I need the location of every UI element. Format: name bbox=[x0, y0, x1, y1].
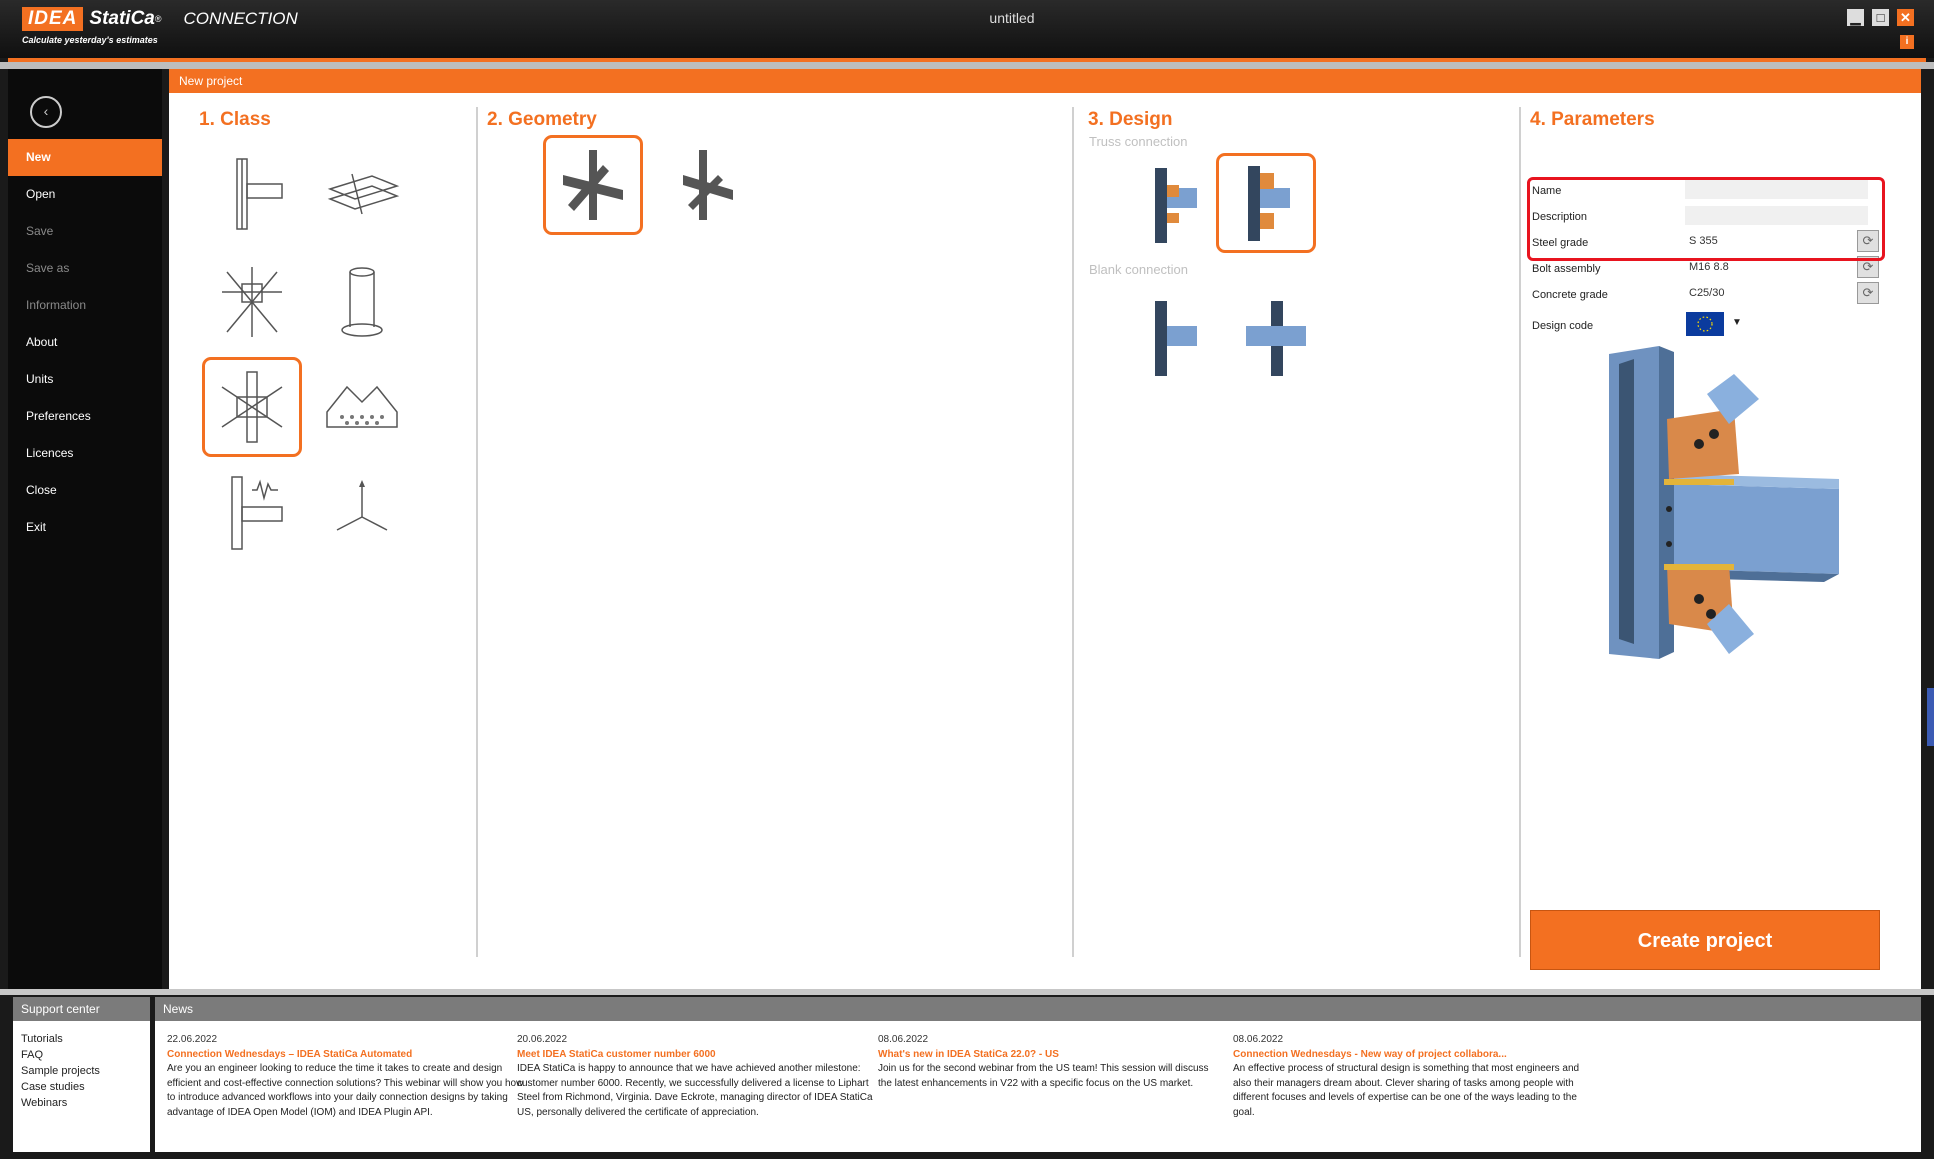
class-title: 1. Class bbox=[199, 109, 271, 130]
steel-grade-reload-icon[interactable]: ⟳ bbox=[1857, 230, 1879, 252]
column-base-icon bbox=[322, 262, 402, 342]
info-button[interactable]: i bbox=[1900, 35, 1914, 49]
class-option-empty[interactable] bbox=[312, 462, 412, 562]
eu-flag-icon[interactable] bbox=[1686, 312, 1724, 336]
column-divider bbox=[1072, 107, 1074, 957]
bolted-plate-icon bbox=[322, 367, 402, 447]
news-item bbox=[517, 1033, 877, 1120]
seismic-connection-icon bbox=[212, 472, 292, 552]
logo-idea: IDEA bbox=[22, 7, 83, 31]
geometry-title: 2. Geometry bbox=[487, 109, 597, 130]
product-name: CONNECTION bbox=[183, 9, 298, 28]
connection-preview bbox=[1589, 334, 1839, 674]
news-panel bbox=[155, 997, 1921, 1152]
column-divider bbox=[476, 107, 478, 957]
bottom-divider bbox=[0, 989, 1934, 995]
design-code-dropdown-icon[interactable]: ▼ bbox=[1732, 317, 1742, 328]
design-code-label: Design code bbox=[1532, 320, 1594, 332]
steel-grade-value[interactable]: S 355 bbox=[1689, 235, 1718, 247]
truss-node-icon bbox=[212, 262, 292, 342]
beam-splice-icon bbox=[322, 154, 402, 234]
support-link-faq[interactable]: FAQ bbox=[21, 1049, 44, 1061]
logo-statica: StatiCa bbox=[89, 8, 155, 29]
design-option-truss-2-selected[interactable] bbox=[1216, 153, 1316, 253]
close-window-button[interactable]: ✕ bbox=[1897, 9, 1914, 26]
news-date: 08.06.2022 bbox=[878, 1034, 929, 1045]
news-date: 08.06.2022 bbox=[1233, 1034, 1284, 1045]
sidebar-item-exit[interactable]: Exit bbox=[26, 520, 47, 534]
column-divider bbox=[1519, 107, 1521, 957]
design-title: 3. Design bbox=[1088, 109, 1173, 130]
class-option-general-selected[interactable] bbox=[202, 357, 302, 457]
sidebar-item-open[interactable]: Open bbox=[26, 187, 56, 201]
concrete-grade-value[interactable]: C25/30 bbox=[1689, 287, 1725, 299]
concrete-grade-row bbox=[1530, 284, 1880, 308]
support-link-sample-projects[interactable]: Sample projects bbox=[21, 1065, 100, 1077]
class-option-beam-column[interactable] bbox=[202, 144, 302, 244]
news-header: News bbox=[155, 997, 1921, 1021]
class-option-truss-node[interactable] bbox=[202, 252, 302, 352]
highlight-box bbox=[1527, 177, 1885, 261]
news-body: IDEA StatiCa is happy to announce that we have achieved another milestone: customer number 6000. Recently, we successfully delivered a license to Liphart Steel from Richmond, Virginia. Dave Eckrote, managing director of IDEA StatiCa US, personally delivered the certificate of appreciation. bbox=[517, 1063, 873, 1118]
design-option-blank-2[interactable] bbox=[1226, 286, 1326, 386]
sidebar-item-about[interactable]: About bbox=[26, 335, 58, 349]
panel-header: New project bbox=[169, 69, 1921, 93]
create-project-button[interactable]: Create project bbox=[1530, 910, 1880, 970]
truss-design-alt-icon bbox=[1226, 163, 1306, 243]
news-date: 22.06.2022 bbox=[167, 1034, 218, 1045]
back-button[interactable] bbox=[30, 96, 62, 128]
class-option-plate[interactable] bbox=[312, 357, 412, 457]
sidebar-item-close[interactable]: Close bbox=[26, 483, 57, 497]
general-connection-icon bbox=[212, 367, 292, 447]
column-beam-icon bbox=[212, 154, 292, 234]
connection-3d-icon bbox=[1589, 334, 1839, 674]
maximize-button[interactable]: □ bbox=[1872, 9, 1889, 26]
steel-grade-label: Steel grade bbox=[1532, 237, 1589, 249]
sidebar bbox=[8, 69, 162, 989]
geometry-node-alt-icon bbox=[663, 145, 743, 225]
sidebar-item-preferences[interactable]: Preferences bbox=[26, 409, 91, 423]
bolt-assembly-label: Bolt assembly bbox=[1532, 263, 1601, 275]
news-title-link[interactable]: Connection Wednesdays – IDEA StatiCa Automated bbox=[167, 1048, 413, 1060]
header-divider bbox=[0, 62, 1934, 69]
concrete-grade-label: Concrete grade bbox=[1532, 289, 1608, 301]
scrollbar-thumb[interactable] bbox=[1927, 688, 1934, 746]
support-link-tutorials[interactable]: Tutorials bbox=[21, 1033, 63, 1045]
sidebar-item-units[interactable]: Units bbox=[26, 372, 54, 386]
minimize-button[interactable]: ▁ bbox=[1847, 9, 1864, 26]
concrete-grade-reload-icon[interactable]: ⟳ bbox=[1857, 282, 1879, 304]
news-body: An effective process of structural design is something that most engineers and also their managers dream about. Clever sharing of tasks among people with different focuses and levels of expertise can be one of the ways leading to the goal. bbox=[1233, 1063, 1580, 1118]
support-link-case-studies[interactable]: Case studies bbox=[21, 1081, 85, 1093]
sidebar-item-licences[interactable]: Licences bbox=[26, 446, 74, 460]
news-title-link[interactable]: Meet IDEA StatiCa customer number 6000 bbox=[517, 1048, 716, 1060]
support-link-webinars[interactable]: Webinars bbox=[21, 1097, 68, 1109]
bolt-assembly-reload-icon[interactable]: ⟳ bbox=[1857, 256, 1879, 278]
blank-design-alt-icon bbox=[1236, 296, 1316, 376]
class-option-beam-beam[interactable] bbox=[312, 144, 412, 244]
description-label: Description bbox=[1532, 211, 1588, 223]
blank-connection-label: Blank connection bbox=[1089, 262, 1189, 277]
news-body: Are you an engineer looking to reduce the time it takes to create and design efficient and cost-effective connection solutions? This webinar will show you how to introduce advanced workflows into your daily connection designs by taking advantage of IDEA Open Model (IOM) and IDEA Plugin API. bbox=[167, 1063, 524, 1118]
title-bar bbox=[0, 0, 1934, 58]
document-title: untitled bbox=[989, 10, 1035, 26]
sidebar-item-save[interactable]: Save bbox=[26, 224, 54, 238]
name-label: Name bbox=[1532, 185, 1562, 197]
support-header: Support center bbox=[13, 997, 150, 1021]
news-item bbox=[167, 1033, 527, 1120]
truss-design-icon bbox=[1133, 163, 1213, 243]
truss-connection-label: Truss connection bbox=[1089, 134, 1188, 149]
blank-design-icon bbox=[1133, 296, 1213, 376]
sidebar-item-save-as[interactable]: Save as bbox=[26, 261, 70, 275]
axes-icon bbox=[322, 472, 402, 552]
news-item bbox=[878, 1033, 1223, 1091]
class-option-column-base[interactable] bbox=[312, 252, 412, 352]
geometry-option-1-selected[interactable] bbox=[543, 135, 643, 235]
sidebar-item-new[interactable]: New bbox=[8, 139, 162, 176]
design-option-truss-1[interactable] bbox=[1123, 153, 1223, 253]
new-project-panel bbox=[169, 69, 1921, 989]
bolt-assembly-row bbox=[1530, 258, 1880, 282]
design-option-blank-1[interactable] bbox=[1123, 286, 1223, 386]
news-title-link[interactable]: What's new in IDEA StatiCa 22.0? - US bbox=[878, 1048, 1059, 1060]
news-date: 20.06.2022 bbox=[517, 1034, 568, 1045]
sidebar-item-information[interactable]: Information bbox=[26, 298, 87, 312]
news-item bbox=[1233, 1033, 1583, 1120]
news-title-link[interactable]: Connection Wednesdays - New way of project collabora... bbox=[1233, 1048, 1507, 1060]
arrow-left-icon: ‹ bbox=[43, 103, 49, 119]
sidebar-menu bbox=[8, 139, 162, 546]
logo-tagline: Calculate yesterday's estimates bbox=[22, 35, 158, 45]
logo-registered: ® bbox=[154, 14, 162, 24]
class-option-seismic[interactable] bbox=[202, 462, 302, 562]
support-center-panel bbox=[13, 997, 150, 1152]
parameters-title: 4. Parameters bbox=[1530, 109, 1655, 130]
news-body: Join us for the second webinar from the US team! This session will discuss the latest enhancements in V22 with a specific focus on the US market. bbox=[878, 1063, 1209, 1089]
geometry-node-icon bbox=[553, 145, 633, 225]
geometry-option-2[interactable] bbox=[653, 135, 753, 235]
bolt-assembly-value[interactable]: M16 8.8 bbox=[1689, 261, 1729, 273]
